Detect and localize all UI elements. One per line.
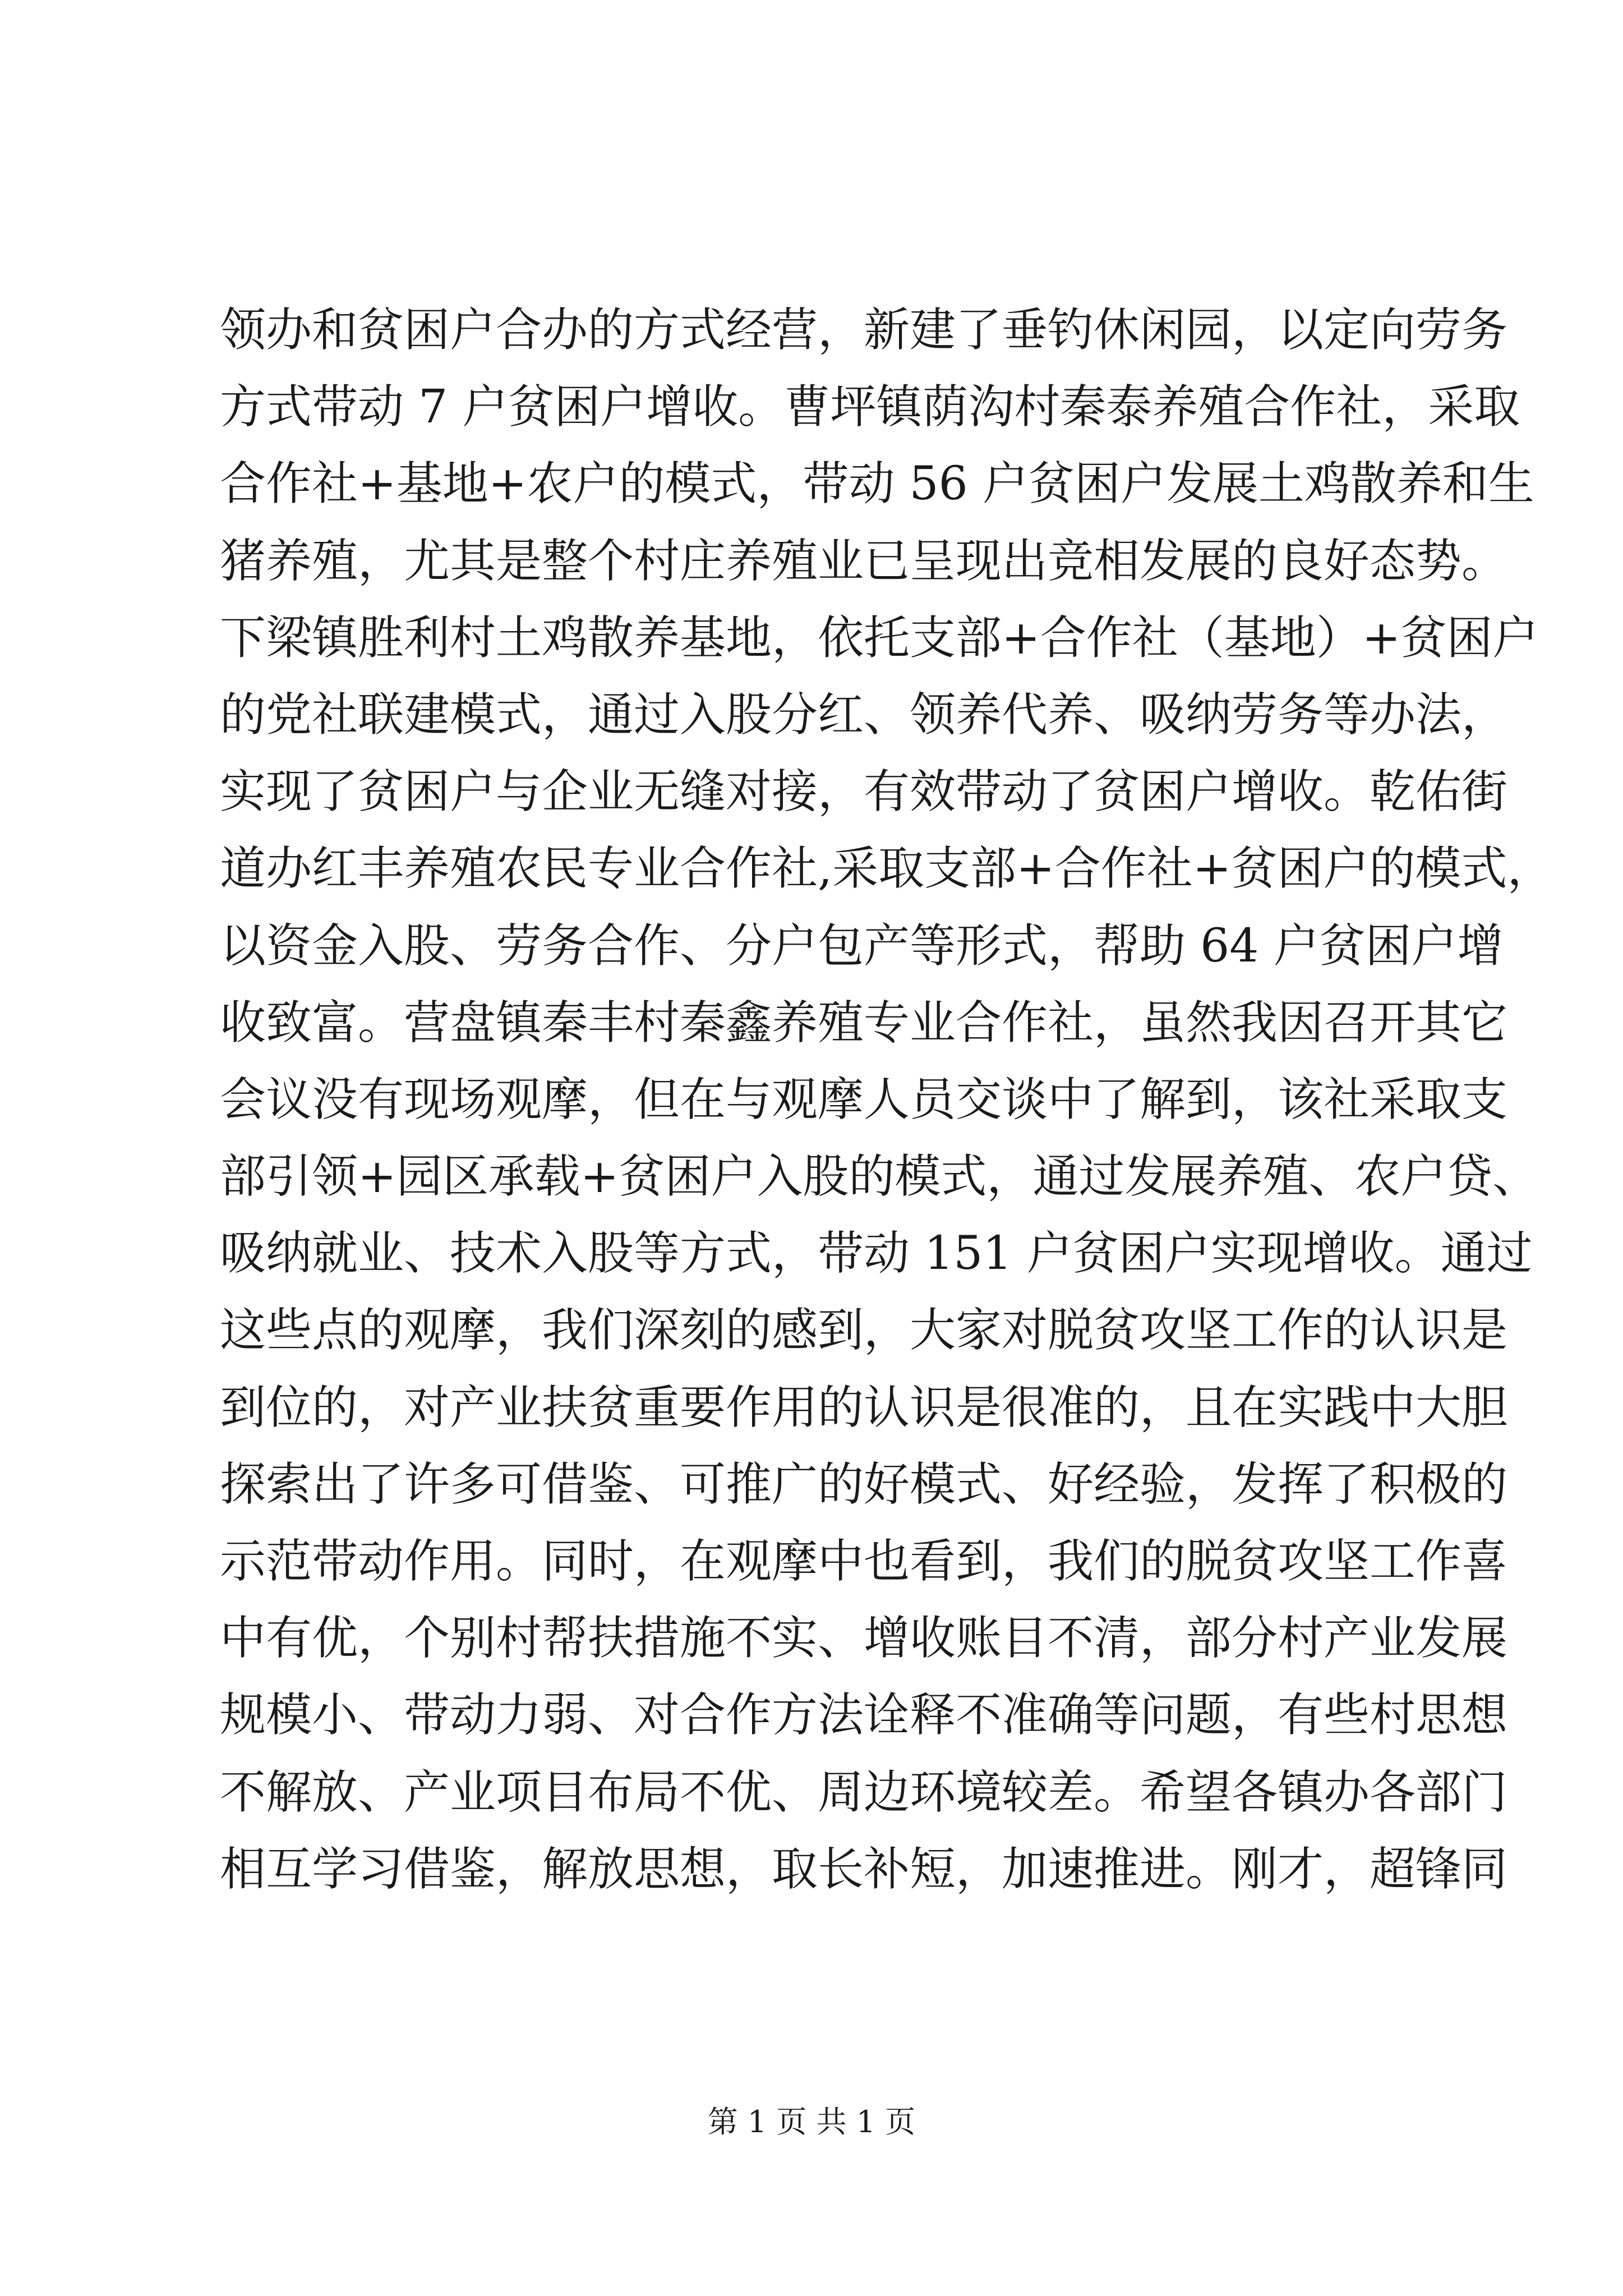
text-line: 中有优，个别村帮扶措施不实、增收账目不清，部分村产业发展 [220,1612,1508,1665]
text-line: 相互学习借鉴，解放思想，取长补短，加速推进。刚才，超锋同 [220,1842,1508,1896]
text-line: 会议没有现场观摩，但在与观摩人员交谈中了解到，该社采取支 [220,1073,1508,1126]
text-line: 部引领+园区承载+贫困户入股的模式，通过发展养殖、农户贷、 [220,1150,1539,1204]
text-line: 示范带动作用。同时，在观摩中也看到，我们的脱贫攻坚工作喜 [220,1535,1508,1588]
text-line: 到位的，对产业扶贫重要作用的认识是很准的，且在实践中大胆 [220,1381,1508,1434]
text-line: 这些点的观摩，我们深刻的感到，大家对脱贫攻坚工作的认识是 [220,1304,1508,1358]
text-line: 合作社+基地+农户的模式，带动 56 户贫困户发展土鸡散养和生 [220,457,1534,511]
text-line: 道办红丰养殖农民专业合作社,采取支部+合作社+贫困户的模式， [220,842,1553,896]
text-line: 实现了贫困户与企业无缝对接，有效带动了贫困户增收。乾佑街 [220,765,1508,819]
text-line: 猪养殖，尤其是整个村庄养殖业已呈现出竞相发展的良好态势。 [220,534,1508,588]
text-line: 以资金入股、劳务合作、分户包产等形式，帮助 64 户贫困户增 [220,919,1504,973]
page-number-footer: 第 1 页 共 1 页 [707,2104,916,2139]
text-line: 的党社联建模式，通过入股分红、领养代养、吸纳劳务等办法， [220,688,1508,742]
text-line: 吸纳就业、技术入股等方式，带动 151 户贫困户实现增收。通过 [220,1227,1533,1281]
text-line: 不解放、产业项目布局不优、周边环境较差。希望各镇办各部门 [220,1765,1508,1819]
text-line: 探索出了许多可借鉴、可推广的好模式、好经验，发挥了积极的 [220,1457,1508,1511]
text-line: 方式带动 7 户贫困户增收。曹坪镇荫沟村秦泰养殖合作社，采取 [220,380,1520,434]
text-line: 规模小、带动力弱、对合作方法诠释不准确等问题，有些村思想 [220,1688,1508,1742]
text-line: 收致富。营盘镇秦丰村秦鑫养殖专业合作社，虽然我因召开其它 [220,996,1508,1050]
body-paragraph [220,292,1553,1908]
text-line: 领办和贫困户合办的方式经营，新建了垂钓休闲园，以定向劳务 [220,303,1508,357]
text-line: 下梁镇胜利村土鸡散养基地，依托支部+合作社（基地）+贫困户 [220,611,1539,665]
